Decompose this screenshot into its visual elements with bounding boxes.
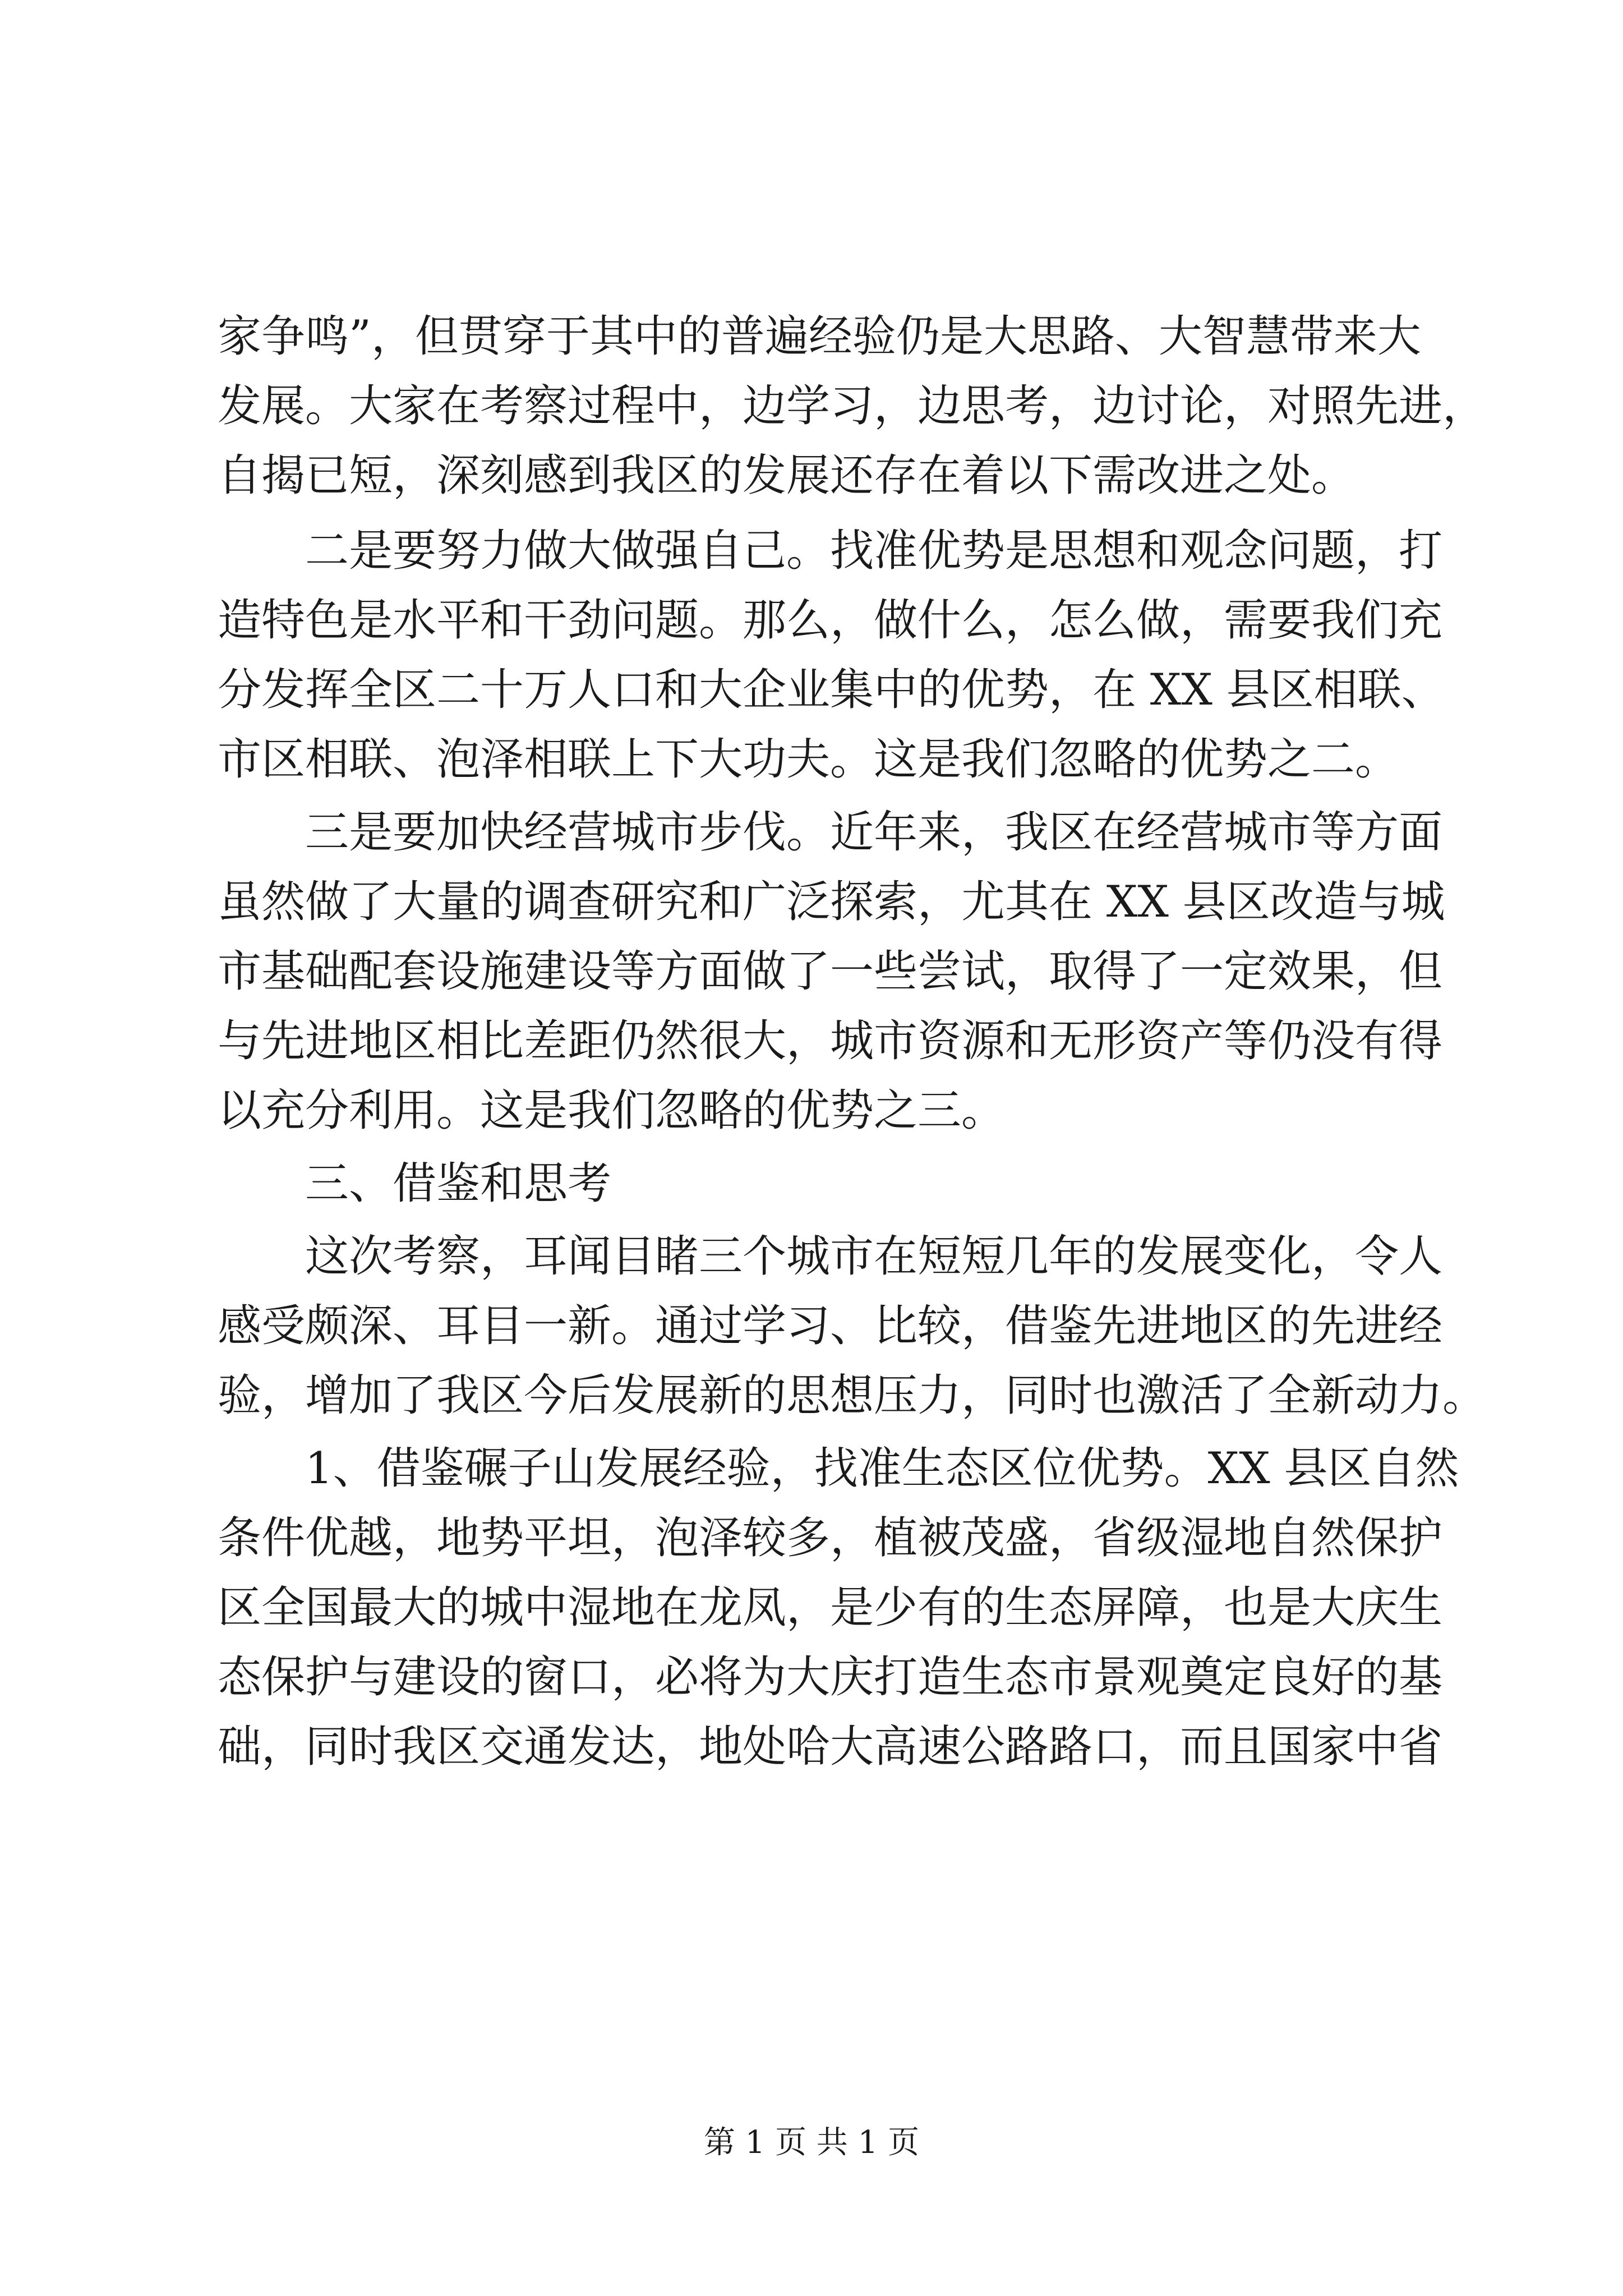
text-line: 造特色是水平和干劲问题。那么，做什么，怎么做，需要我们充: [218, 595, 1443, 646]
text-line: 自揭已短，深刻感到我区的发展还存在着以下需改进之处。: [218, 450, 1355, 501]
text-line: 态保护与建设的窗口，必将为大庆打造生态市景观奠定良好的基: [218, 1652, 1443, 1703]
text-line: 以充分利用。这是我们忽略的优势之三。: [218, 1085, 1006, 1136]
text-line: 条件优越，地势平坦，泡泽较多，植被茂盛，省级湿地自然保护: [218, 1513, 1443, 1563]
text-line: 虽然做了大量的调查研究和广泛探索，尤其在 XX 县区改造与城: [218, 877, 1445, 927]
text-line: 1、借鉴碾子山发展经验，找准生态区位优势。XX 县区自然: [305, 1443, 1459, 1494]
text-line: 二是要努力做大做强自己。找准优势是思想和观念问题，打: [305, 526, 1443, 576]
page-footer: 第 1 页 共 1 页: [703, 2124, 920, 2161]
text-line: 发展。大家在考察过程中，边学习，边思考，边讨论，对照先进，: [218, 381, 1487, 431]
text-line: 验，增加了我区今后发展新的思想压力，同时也激活了全新动力。: [218, 1370, 1487, 1421]
section-heading: 三、借鉴和思考: [305, 1158, 612, 1209]
text-line: 这次考察，耳闻目睹三个城市在短短几年的发展变化，令人: [305, 1231, 1443, 1282]
text-line: 础，同时我区交通发达，地处哈大高速公路路口，而且国家中省: [218, 1722, 1443, 1772]
text-line: 市区相联、泡泽相联上下大功夫。这是我们忽略的优势之二。: [218, 734, 1399, 785]
text-line: 区全国最大的城中湿地在龙凤，是少有的生态屏障，也是大庆生: [218, 1582, 1443, 1633]
text-line: 家争鸣”，但贯穿于其中的普遍经验仍是大思路、大智慧带来大: [218, 311, 1421, 362]
text-line: 分发挥全区二十万人口和大企业集中的优势，在 XX 县区相联、: [218, 665, 1445, 715]
text-line: 感受颇深、耳目一新。通过学习、比较，借鉴先进地区的先进经: [218, 1301, 1443, 1351]
text-line: 市基础配套设施建设等方面做了一些尝试，取得了一定效果，但: [218, 946, 1443, 997]
text-line: 三是要加快经营城市步伐。近年来，我区在经营城市等方面: [305, 807, 1443, 858]
text-line: 与先进地区相比差距仍然很大，城市资源和无形资产等仍没有得: [218, 1016, 1443, 1066]
